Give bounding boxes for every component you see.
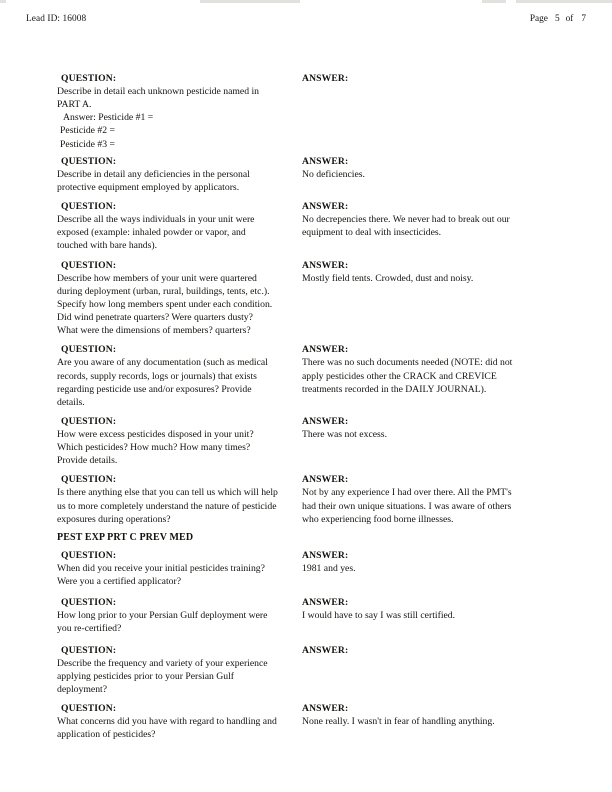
answer-label: ANSWER: (302, 549, 349, 561)
answer-label: ANSWER: (302, 259, 349, 271)
answer-text (302, 428, 560, 441)
answer-line: Not by any experience I had over there. All the PMT's (302, 487, 512, 499)
question-line: details. (57, 396, 85, 408)
question-line: Is there anything else that you can tell us which will help (57, 487, 278, 499)
answer-line: Mostly field tents. Crowded, dust and noisy. (302, 272, 474, 284)
answer-text (302, 168, 560, 181)
question-label: QUESTION: (61, 474, 117, 486)
page-of-label: of (565, 14, 574, 24)
answer-column (302, 200, 560, 239)
question-line: PART A. (57, 99, 92, 111)
scan-artifact (482, 0, 506, 3)
qa-row (0, 702, 612, 741)
answer-text (302, 562, 560, 575)
question-line: Describe the frequency and variety of your experience (57, 657, 268, 669)
question-line: Did wind penetrate quarters? Were quarters dusty? (57, 312, 253, 324)
question-label: QUESTION: (61, 344, 117, 356)
page-total: 7 (581, 14, 586, 24)
question-line: Provide details. (57, 455, 118, 467)
question-label: QUESTION: (61, 597, 117, 609)
question-label: QUESTION: (61, 259, 117, 271)
question-text (57, 486, 294, 525)
qa-row (0, 259, 612, 338)
question-text (57, 562, 294, 588)
answer-text (302, 213, 560, 239)
answer-blank-line: Pesticide #2 = (60, 125, 115, 137)
question-line: How long prior to your Persian Gulf deployment were (57, 610, 268, 622)
answer-label: ANSWER: (302, 644, 349, 656)
scan-artifact (200, 0, 300, 3)
question-text (57, 168, 294, 194)
question-text (57, 428, 294, 467)
question-line: protective equipment employed by applicators. (57, 181, 240, 193)
answer-column (302, 473, 560, 525)
qa-row (0, 644, 612, 696)
answer-column (302, 549, 560, 575)
question-line: during deployment (urban, rural, buildings, tents, etc.). (57, 285, 270, 297)
answer-text (302, 715, 560, 728)
qa-row (0, 473, 612, 525)
question-label: QUESTION: (61, 644, 117, 656)
qa-row (0, 72, 612, 151)
answer-line: No deficiencies. (302, 168, 365, 180)
answer-blank-line: Answer: Pesticide #1 = (63, 112, 154, 124)
question-label: QUESTION: (61, 73, 117, 84)
question-line: exposed (example: inhaled powder or vapor, and (57, 227, 246, 239)
question-column (57, 259, 294, 338)
question-column (57, 415, 294, 467)
question-line: Describe all the ways individuals in your unit were (57, 214, 255, 226)
question-line: Are you aware of any documentation (such as medical (57, 357, 268, 369)
answer-label: ANSWER: (302, 415, 349, 427)
page-label: Page (529, 14, 548, 24)
question-line: you re-certified? (57, 623, 122, 635)
answer-text (302, 486, 560, 525)
question-label: QUESTION: (61, 549, 117, 561)
qa-row (0, 415, 612, 467)
running-head (0, 14, 612, 30)
question-line: What were the dimensions of members? quarters? (57, 325, 251, 337)
answer-label: ANSWER: (302, 73, 349, 84)
answer-line: 1981 and yes. (302, 562, 356, 574)
question-line: applying pesticides prior to your Persian Gulf (57, 670, 235, 682)
question-text (57, 213, 294, 252)
question-line: deployment? (57, 683, 108, 695)
question-text (57, 609, 294, 635)
answer-column (302, 155, 560, 181)
question-line: How were excess pesticides disposed in your unit? (57, 429, 254, 440)
answer-column (302, 259, 560, 285)
answer-column (302, 415, 560, 441)
answer-text (302, 272, 560, 285)
answer-line: treatments recorded in the DAILY JOURNAL). (302, 383, 487, 395)
qa-body (0, 72, 612, 741)
qa-row (0, 343, 612, 409)
question-line: records, supply records, logs or journals) that exists (57, 370, 257, 382)
section-heading: PEST EXP PRT C PREV MED (57, 531, 194, 543)
question-label: QUESTION: (61, 201, 117, 213)
answer-column (302, 644, 560, 657)
answer-text (302, 356, 560, 395)
answer-column (302, 343, 560, 395)
answer-column (302, 72, 560, 85)
answer-label: ANSWER: (302, 155, 349, 167)
page-current: 5 (554, 14, 560, 24)
qa-row (0, 155, 612, 194)
answer-line: No decrepencies there. We never had to break out our (302, 214, 510, 226)
question-column (57, 200, 294, 252)
answer-line: There was no such documents needed (NOTE: did not (302, 357, 513, 369)
answer-label: ANSWER: (302, 597, 349, 609)
question-line: application of pesticides? (57, 729, 156, 741)
answer-label: ANSWER: (302, 344, 349, 356)
answer-text (302, 609, 560, 622)
question-label: QUESTION: (61, 415, 117, 427)
question-text (57, 657, 294, 696)
question-text (57, 356, 294, 408)
answer-label: ANSWER: (302, 201, 349, 213)
question-line: Describe in detail each unknown pesticide named in (57, 86, 260, 98)
question-line: Describe how members of your unit were quartered (57, 272, 257, 284)
answer-label: ANSWER: (302, 474, 349, 486)
question-line: exposures during operations? (57, 513, 171, 525)
question-line: us to more completely understand the nature of pesticide (57, 500, 277, 512)
question-line: touched with bare hands). (57, 240, 158, 252)
question-column (57, 549, 294, 588)
question-text (57, 85, 294, 150)
question-line: Were you a certified applicator? (57, 576, 182, 588)
answer-blank-line: Pesticide #3 = (60, 138, 115, 150)
answer-line: who experiencing food borne illnesses. (302, 513, 454, 525)
question-text (57, 272, 294, 337)
answer-label: ANSWER: (302, 703, 349, 715)
question-text (57, 715, 294, 741)
lead-id: Lead ID: 16008 (26, 14, 87, 24)
question-column (57, 155, 294, 194)
scan-artifact (516, 0, 612, 3)
answer-column (302, 596, 560, 622)
answer-line: equipment to deal with insecticides. (302, 227, 442, 239)
answer-line: There was not excess. (302, 429, 388, 440)
question-line: Describe in detail any deficiencies in the personal (57, 168, 250, 180)
question-line: What concerns did you have with regard to handling and (57, 716, 277, 728)
answer-line: None really. I wasn't in fear of handling anything. (302, 716, 495, 728)
qa-row (0, 549, 612, 588)
page-number (530, 14, 586, 24)
question-label: QUESTION: (61, 155, 117, 167)
question-line: regarding pesticide use and/or exposures? Provide (57, 383, 252, 395)
scan-artifact (0, 0, 6, 3)
question-column (57, 596, 294, 635)
question-line: When did you receive your initial pesticides training? (57, 562, 265, 574)
answer-line: had their own unique situations. I was aware of others (302, 500, 512, 512)
answer-column (302, 702, 560, 728)
question-column (57, 644, 294, 696)
answer-line: I would have to say I was still certified. (302, 610, 456, 622)
answer-line: apply pesticides other the CRACK and CREVICE (302, 370, 497, 382)
question-line: Specify how long members spent under each condition. (57, 298, 273, 310)
question-column (57, 72, 294, 151)
question-column (57, 702, 294, 741)
qa-row (0, 596, 612, 635)
question-column (57, 473, 294, 525)
question-line: Which pesticides? How much? How many times? (57, 442, 251, 454)
question-label: QUESTION: (61, 703, 117, 715)
qa-row (0, 200, 612, 252)
question-column (57, 343, 294, 409)
